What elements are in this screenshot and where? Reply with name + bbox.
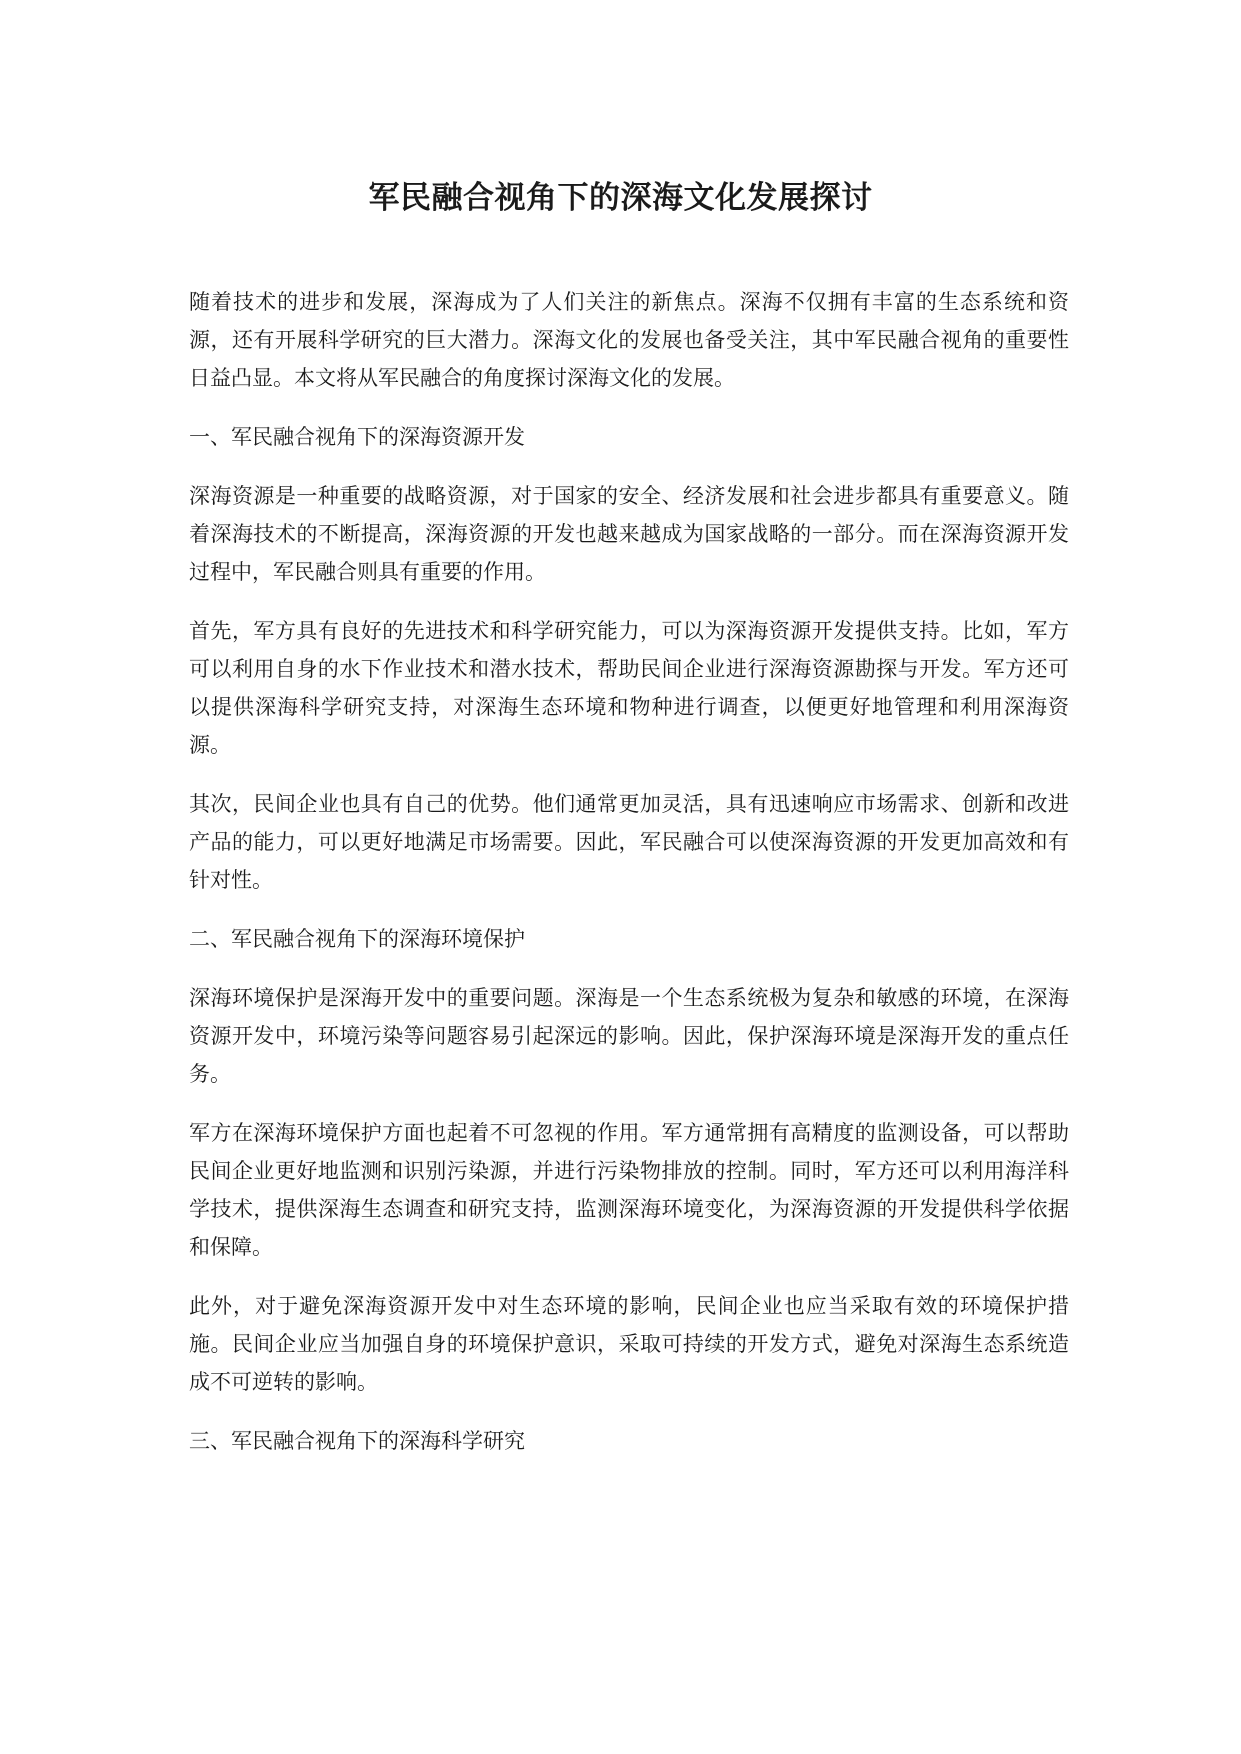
paragraph-intro: 随着技术的进步和发展，深海成为了人们关注的新焦点。深海不仅拥有丰富的生态系统和资源，还有开展科学研究的巨大潜力。深海文化的发展也备受关注，其中军民融合视角的重要性日益凸显。本文将从军民融合的角度探讨深海文化的发展。	[189, 290, 1069, 390]
section-heading-1: 一、军民融合视角下的深海资源开发	[189, 425, 525, 449]
paragraph: 深海资源是一种重要的战略资源，对于国家的安全、经济发展和社会进步都具有重要意义。随着深海技术的不断提高，深海资源的开发也越来越成为国家战略的一部分。而在深海资源开发过程中，军民融合则具有重要的作用。	[189, 484, 1069, 584]
paragraph: 深海环境保护是深海开发中的重要问题。深海是一个生态系统极为复杂和敏感的环境，在深海资源开发中，环境污染等问题容易引起深远的影响。因此，保护深海环境是深海开发的重点任务。	[189, 986, 1069, 1086]
section-heading-3: 三、军民融合视角下的深海科学研究	[189, 1429, 525, 1453]
document-body	[189, 283, 1069, 1481]
paragraph: 首先，军方具有良好的先进技术和科学研究能力，可以为深海资源开发提供支持。比如，军方可以利用自身的水下作业技术和潜水技术，帮助民间企业进行深海资源勘探与开发。军方还可以提供深海科学研究支持，对深海生态环境和物种进行调查，以便更好地管理和利用深海资源。	[189, 619, 1069, 757]
paragraph: 此外，对于避免深海资源开发中对生态环境的影响，民间企业也应当采取有效的环境保护措施。民间企业应当加强自身的环境保护意识，采取可持续的开发方式，避免对深海生态系统造成不可逆转的影响。	[189, 1294, 1069, 1394]
paragraph: 其次，民间企业也具有自己的优势。他们通常更加灵活，具有迅速响应市场需求、创新和改进产品的能力，可以更好地满足市场需要。因此，军民融合可以使深海资源的开发更加高效和有针对性。	[189, 792, 1069, 892]
document-title: 军民融合视角下的深海文化发展探讨	[368, 180, 873, 216]
section-heading-2: 二、军民融合视角下的深海环境保护	[189, 927, 525, 951]
paragraph: 军方在深海环境保护方面也起着不可忽视的作用。军方通常拥有高精度的监测设备，可以帮助民间企业更好地监测和识别污染源，并进行污染物排放的控制。同时，军方还可以利用海洋科学技术，提供深海生态调查和研究支持，监测深海环境变化，为深海资源的开发提供科学依据和保障。	[189, 1121, 1069, 1259]
